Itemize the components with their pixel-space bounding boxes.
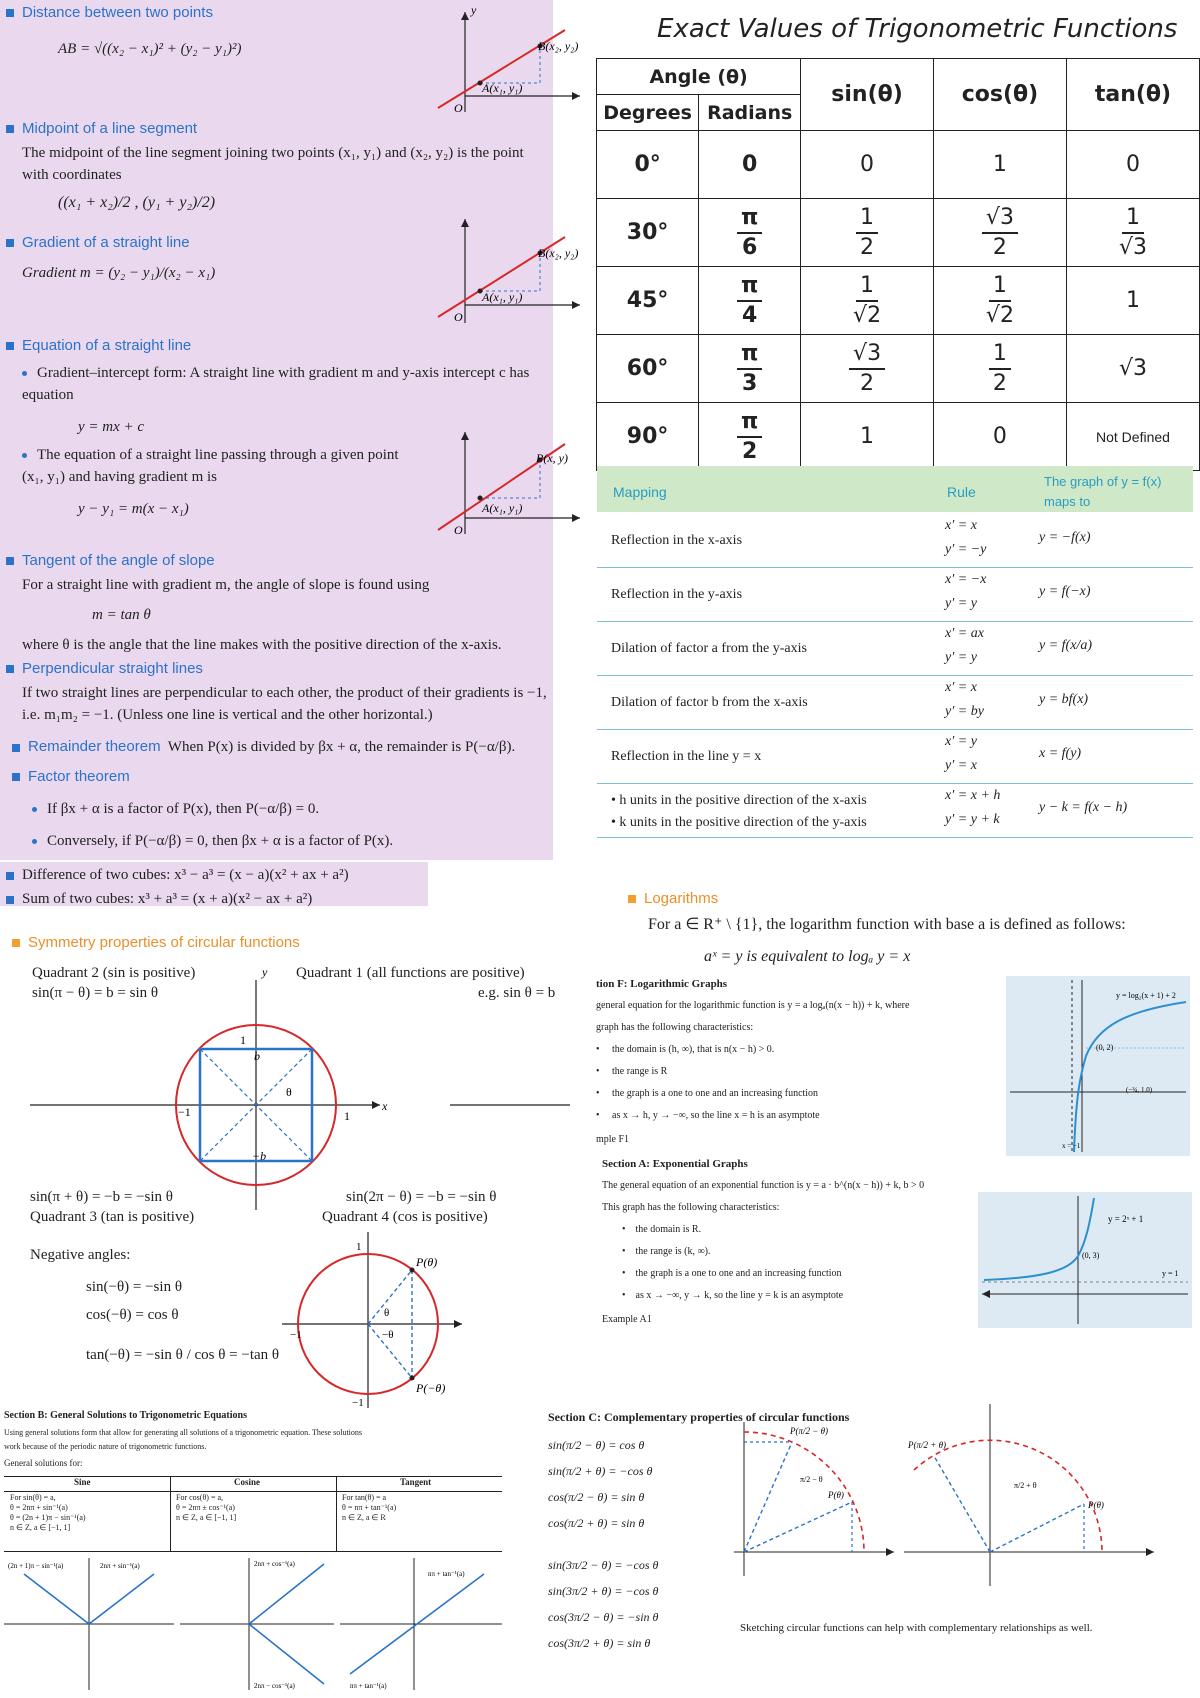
radians-cell: $\frac{\pi}{2}$ <box>699 403 801 471</box>
complementary-identities: sin(π/2 − θ) = cos θ sin(π/2 + θ) = −cos θ cos(π/2 − θ) = sin θ cos(π/2 + θ) = sin θ sin(3π/2 − θ) = −cos θ sin(3π/2 + θ) = −cos θ cos(3π/2 − θ) = −sin θ cos(3π/2 + θ) = sin θ <box>548 1438 659 1650</box>
neg-tan: tan(−θ) = −sin θ / cos θ = −tan θ <box>86 1347 280 1363</box>
graph-cos-label-2: 2nπ − cos⁻¹(a) <box>254 1682 295 1690</box>
sine-header: Sine <box>74 1477 91 1487</box>
label-one-y: 1 <box>356 1241 362 1253</box>
exponential-graph <box>978 1192 1192 1328</box>
radians-cell: 0 <box>699 131 801 199</box>
rule-col-header: Rule <box>947 484 976 500</box>
radians-cell: $\frac{\pi}{6}$ <box>699 199 801 267</box>
trig-row <box>597 131 1200 199</box>
equation-formula-1: y = mx + c <box>78 419 145 435</box>
sin-cell: 1 <box>801 403 934 471</box>
mapping-row <box>597 514 1193 568</box>
graph-cell: y = −f(x) <box>1039 530 1091 545</box>
cos-cell: $\frac{1}{√2}$ <box>933 267 1066 335</box>
tangent-text-2: where θ is the angle that the line makes with the positive direction of the x-axis. <box>22 637 502 653</box>
remainder-row: Remainder theorem When P(x) is divided by βx + α, the remainder is P(−α/β). <box>12 736 515 758</box>
rule-cell-2: y′ = −y <box>945 542 987 557</box>
rule-cell-1: x′ = x <box>945 680 977 695</box>
graph-cell: x = f(y) <box>1039 746 1082 761</box>
degrees-cell: 60° <box>597 335 699 403</box>
section-f-bullet-2: • the range is R <box>596 1066 668 1077</box>
q2-equation: sin(π − θ) = b = sin θ <box>32 985 159 1001</box>
label-b: b <box>254 1049 260 1063</box>
mapping-header <box>597 466 1193 512</box>
sin-cell: $\frac{1}{2}$ <box>801 199 934 267</box>
mapping-cell: • h units in the positive direction of the x-axis • k units in the positive direction of the y-axis <box>611 793 867 830</box>
mapping-col-header: Mapping <box>613 484 667 500</box>
exp-curve-label: y = 2ˣ + 1 <box>1108 1214 1144 1224</box>
gradient-graph <box>430 205 580 325</box>
rule-cell-2: y′ = by <box>945 704 984 719</box>
gradient-title: Gradient of a straight line <box>6 234 190 251</box>
exp-asymptote: y = 1 <box>1162 1269 1179 1278</box>
label-p-complement: P(π/2 − θ) <box>790 1426 828 1436</box>
general-solution-graphs <box>4 1554 502 1694</box>
section-a-line-2: This graph has the following characteristics: <box>602 1202 780 1213</box>
mapping-cell: Reflection in the line y = x <box>611 749 762 764</box>
q3-equation: sin(π + θ) = −b = −sin θ <box>30 1189 173 1205</box>
rule-cell-1: x′ = x + h <box>945 788 1001 803</box>
angle-header: Angle (θ) <box>597 59 801 95</box>
gradient-formula: Gradient m = (y₂ − y₁)/(x₂ − x₁) <box>22 265 216 281</box>
q2-label: Quadrant 2 (sin is positive) <box>32 965 196 981</box>
cos-cell: 1 <box>933 131 1066 199</box>
factor-title: Factor theorem <box>12 768 130 785</box>
label-angle-1: π/2 − θ <box>800 1475 823 1484</box>
section-a-bullet-3: • the graph is a one to one and an increasing function <box>622 1268 842 1279</box>
axis-y: y <box>471 3 477 17</box>
label-a: A(x₁, y₁) <box>482 290 523 304</box>
degrees-header: Degrees <box>597 95 699 131</box>
log-point: (0, 2) <box>1096 1043 1114 1052</box>
symmetry-title: Symmetry properties of circular functions <box>12 934 300 951</box>
distance-formula: AB = √((x₂ − x₁)² + (y₂ − y₁)²) <box>58 41 242 57</box>
rule-cell-2: y′ = y + k <box>945 812 1000 827</box>
label-p-minus-theta: P(−θ) <box>416 1381 446 1395</box>
tangent-formula: m = tan θ <box>92 607 151 623</box>
distance-title: Distance between two points <box>6 4 213 21</box>
section-a-bullet-2: • the range is (k, ∞). <box>622 1246 711 1257</box>
distance-graph <box>430 0 580 120</box>
label-p-supplement: P(π/2 + θ) <box>908 1440 946 1450</box>
graph-cell: y = f(−x) <box>1039 584 1091 599</box>
negative-angles-title: Negative angles: <box>30 1247 131 1263</box>
section-a-bullet-4: • as x → −∞, y → k, so the line y = k is an asymptote <box>622 1290 844 1301</box>
graph-cos-label-1: 2nπ + cos⁻¹(a) <box>254 1560 295 1568</box>
graph-cell: y = f(x/a) <box>1039 638 1092 653</box>
label-minus-one: −1 <box>290 1329 302 1341</box>
cos-cell: $\frac{1}{2}$ <box>933 335 1066 403</box>
radians-cell: $\frac{\pi}{4}$ <box>699 267 801 335</box>
factor-bullet-1: If βx + α is a factor of P(x), then P(−α/β) = 0. <box>32 798 319 820</box>
tan-solutions: For tan(θ) = a θ = nπ + tan⁻¹(a) n ∈ Z, a ∈ R <box>342 1493 397 1522</box>
degrees-cell: 90° <box>597 403 699 471</box>
trig-row <box>597 403 1200 471</box>
label-p-theta: P(θ) <box>828 1490 844 1500</box>
label-b: B(x₂, y₂) <box>538 246 579 260</box>
section-f-example: mple F1 <box>596 1134 630 1145</box>
sin-cell: $\frac{√3}{2}$ <box>801 335 934 403</box>
tan-cell: 1 <box>1066 267 1199 335</box>
perp-text-2: i.e. m₁m₂ = −1. (Unless one line is vertical and the other horizontal.) <box>22 707 433 723</box>
equation-bullet-1: Gradient–intercept form: A straight line with gradient m and y-axis intercept c has equation <box>22 365 530 403</box>
rule-cell-1: x′ = x <box>945 518 977 533</box>
q1-equation: e.g. sin θ = b <box>478 985 556 1001</box>
section-c-title: Section C: Complementary properties of circular functions <box>548 1410 850 1424</box>
label-p-theta: P(θ) <box>416 1255 438 1269</box>
label-minus-one-y: −1 <box>352 1397 364 1409</box>
mapping-row <box>597 784 1193 838</box>
complementary-graph-2 <box>904 1400 1154 1590</box>
log-point-2: (−¾, 1.0) <box>1126 1086 1153 1094</box>
q4-equation: sin(2π − θ) = −b = −sin θ <box>346 1189 497 1205</box>
cos-solutions: For cos(θ) = a, θ = 2nπ ± cos⁻¹(a) n ∈ Z, a ∈ [−1, 1] <box>176 1493 237 1522</box>
mapping-cell: Reflection in the y-axis <box>611 587 743 602</box>
trig-row <box>597 335 1200 403</box>
section-f-title: tion F: Logarithmic Graphs <box>596 978 728 990</box>
sin-cell: $\frac{1}{√2}$ <box>801 267 934 335</box>
perp-text: If two straight lines are perpendicular to each other, the product of their gradients is −1, <box>22 685 547 701</box>
graph-tan-label-2: nπ + tan⁻¹(a) <box>350 1682 387 1690</box>
q4-label: Quadrant 4 (cos is positive) <box>322 1209 488 1225</box>
axis-x: x <box>382 1099 388 1113</box>
origin: O <box>454 101 463 115</box>
equation-title: Equation of a straight line <box>6 337 191 354</box>
point-gradient-graph <box>430 422 580 542</box>
section-a-example: Example A1 <box>602 1314 652 1325</box>
section-c-caption: Sketching circular functions can help with complementary relationships as well. <box>740 1622 1093 1634</box>
mapping-cell: Reflection in the x-axis <box>611 533 743 548</box>
cubes-sum: Sum of two cubes: x³ + a³ = (x + a)(x² − ax + a²) <box>6 888 312 910</box>
equation-bullet-2: The equation of a straight line passing through a given point (x₁, y₁) and having gradient m is <box>22 447 399 485</box>
label-one-x: 1 <box>344 1109 350 1123</box>
radians-cell: $\frac{\pi}{3}$ <box>699 335 801 403</box>
graph-cell: y = bf(x) <box>1039 692 1089 707</box>
mapping-row <box>597 568 1193 622</box>
rule-cell-2: y′ = y <box>945 596 977 611</box>
axis-y: y <box>262 965 268 979</box>
tan-cell: 0 <box>1066 131 1199 199</box>
label-b: B(x₂, y₂) <box>538 39 579 53</box>
trig-row <box>597 199 1200 267</box>
sine-solutions: For sin(θ) = a, θ = 2nπ + sin⁻¹(a) θ = (2n + 1)π − sin⁻¹(a) n ∈ Z, a ∈ [−1, 1] <box>10 1493 86 1532</box>
section-f-bullet-3: • the graph is a one to one and an increasing function <box>596 1088 819 1099</box>
sin-header: sin(θ) <box>801 59 934 131</box>
midpoint-title: Midpoint of a line segment <box>6 120 197 137</box>
cos-cell: 0 <box>933 403 1066 471</box>
negative-angle-circle <box>282 1230 472 1410</box>
mapping-table-body <box>597 514 1193 838</box>
label-a: A(x₁, y₁) <box>482 81 523 95</box>
sin-cell: 0 <box>801 131 934 199</box>
trig-table <box>596 58 1200 471</box>
cos-header: cos(θ) <box>933 59 1066 131</box>
degrees-cell: 0° <box>597 131 699 199</box>
rule-cell-1: x′ = ax <box>945 626 984 641</box>
section-b-general: General solutions for: <box>4 1458 83 1468</box>
tangent-text: For a straight line with gradient m, the angle of slope is found using <box>22 577 430 593</box>
degrees-cell: 45° <box>597 267 699 335</box>
degrees-cell: 30° <box>597 199 699 267</box>
trig-row <box>597 267 1200 335</box>
log-equivalence: aˣ = y is equivalent to logₐ y = x <box>704 948 911 965</box>
mapping-row <box>597 622 1193 676</box>
log-curve-label: y = log₂(x + 1) + 2 <box>1116 991 1176 1000</box>
tan-header: Tangent <box>400 1477 432 1487</box>
cos-cell: $\frac{√3}{2}$ <box>933 199 1066 267</box>
graph-col-header: The graph of y = f(x) maps to <box>1044 474 1162 509</box>
label-minus-one: −1 <box>178 1105 191 1119</box>
log-asymptote: x = −1 <box>1062 1142 1081 1150</box>
midpoint-formula: ((x₁ + x₂)/2 , (y₁ + y₂)/2) <box>58 194 216 211</box>
label-one: 1 <box>240 1033 246 1047</box>
neg-sin: sin(−θ) = −sin θ <box>86 1279 182 1295</box>
tan-cell: Not Defined <box>1066 403 1199 471</box>
rule-cell-2: y′ = x <box>945 758 977 773</box>
section-f-line-1: general equation for the logarithmic function is y = a logₐ(n(x − h)) + k, where <box>596 1000 910 1011</box>
perp-title: Perpendicular straight lines <box>6 660 203 677</box>
rule-cell-2: y′ = y <box>945 650 977 665</box>
section-b-title: Section B: General Solutions to Trigonometric Equations <box>4 1410 247 1421</box>
log-graph <box>1006 976 1190 1156</box>
rule-cell-1: x′ = −x <box>945 572 987 587</box>
section-a-title: Section A: Exponential Graphs <box>602 1158 748 1170</box>
complementary-graph-1 <box>724 1416 894 1586</box>
origin: O <box>454 523 463 537</box>
section-b-intro-1: Using general solutions form that allow for generating all solutions of a trigonometric equation. These solutions <box>4 1428 363 1437</box>
section-a-bullet-1: • the domain is R. <box>622 1224 702 1235</box>
label-minus-b: −b <box>252 1149 267 1163</box>
equation-formula-2: y − y₁ = m(x − x₁) <box>78 501 189 517</box>
log-definition: For a ∈ R⁺ \ {1}, the logarithm function with base a is defined as follows: <box>648 916 1126 933</box>
label-p-theta: P(θ) <box>1088 1500 1104 1510</box>
section-f-bullet-1: • the domain is (h, ∞), that is n(x − h) > 0. <box>596 1044 775 1055</box>
tan-cell: $\frac{1}{√3}$ <box>1066 199 1199 267</box>
tangent-title: Tangent of the angle of slope <box>6 552 215 569</box>
general-solutions-table <box>4 1476 502 1552</box>
factor-bullet-2: Conversely, if P(−α/β) = 0, then βx + α is a factor of P(x). <box>32 830 393 852</box>
mapping-cell: Dilation of factor a from the y-axis <box>611 641 807 656</box>
label-theta: θ <box>286 1085 292 1099</box>
label-a: A(x₁, y₁) <box>482 501 523 515</box>
mapping-cell: Dilation of factor b from the x-axis <box>611 695 808 710</box>
label-p: P(x, y) <box>536 451 568 465</box>
q3-label: Quadrant 3 (tan is positive) <box>30 1209 195 1225</box>
origin: O <box>454 310 463 324</box>
cos-header: Cosine <box>234 1477 261 1487</box>
tan-header: tan(θ) <box>1066 59 1199 131</box>
mapping-row <box>597 730 1193 784</box>
section-f-bullet-4: • as x → h, y → −∞, so the line x = h is an asymptote <box>596 1110 820 1121</box>
label-angle-2: π/2 + θ <box>1014 1481 1037 1490</box>
label-minus-theta: −θ <box>382 1329 394 1341</box>
midpoint-text: The midpoint of the line segment joining two points (x₁, y₁) and (x₂, y₂) is the point with coordinates <box>22 145 524 183</box>
mapping-row <box>597 676 1193 730</box>
rule-cell-1: x′ = y <box>945 734 977 749</box>
cubes-difference: Difference of two cubes: x³ − a³ = (x − a)(x² + ax + a²) <box>6 864 349 886</box>
graph-sine-label-2: 2nπ + sin⁻¹(a) <box>100 1562 140 1570</box>
radians-header: Radians <box>699 95 801 131</box>
trig-table-title: Exact Values of Trigonometric Functions <box>657 14 1178 44</box>
graph-tan-label-1: nπ + tan⁻¹(a) <box>428 1570 465 1578</box>
graph-sine-label-1: (2n + 1)π − sin⁻¹(a) <box>8 1562 64 1570</box>
section-f-line-2: graph has the following characteristics: <box>596 1022 754 1033</box>
section-b-intro-2: work because of the periodic nature of trigonometric functions. <box>4 1442 207 1451</box>
logarithms-title: Logarithms <box>628 890 718 907</box>
exp-point: (0, 3) <box>1082 1251 1100 1260</box>
neg-cos: cos(−θ) = cos θ <box>86 1307 179 1323</box>
label-theta: θ <box>384 1307 390 1319</box>
q1-label: Quadrant 1 (all functions are positive) <box>296 965 525 981</box>
unit-circle-quadrants <box>30 960 570 1210</box>
tan-cell: √3 <box>1066 335 1199 403</box>
section-a-line-1: The general equation of an exponential function is y = a · b^(n(x − h)) + k, b > 0 <box>602 1180 925 1191</box>
graph-cell: y − k = f(x − h) <box>1039 800 1128 815</box>
